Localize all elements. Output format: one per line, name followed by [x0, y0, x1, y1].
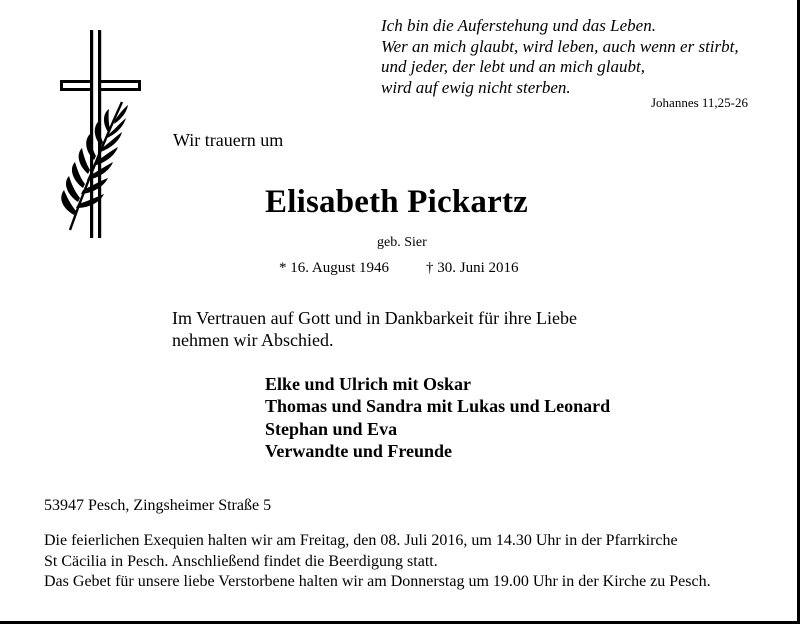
farewell-line: Im Vertrauen auf Gott und in Dankbarkeit für ihre Liebe — [172, 308, 578, 328]
deceased-name: Elisabeth Pickartz — [265, 184, 528, 220]
maiden-name: geb. Sier — [377, 235, 427, 250]
funeral-line: Das Gebet für unsere liebe Verstorbene halten wir am Donnerstag um 19.00 Uhr in der Kirche zu Pesch. — [44, 573, 711, 590]
funeral-details — [44, 531, 711, 593]
quote-line: und jeder, der lebt und an mich glaubt, — [381, 57, 645, 76]
quote-line: Wer an mich glaubt, wird leben, auch wenn er stirbt, — [381, 36, 739, 56]
mourner-entry: Elke und Ulrich mit Oskar — [265, 374, 472, 394]
mourner-entry: Verwandte und Freunde — [265, 440, 453, 461]
bible-quote — [381, 16, 739, 98]
funeral-line: Die feierlichen Exequien halten wir am Freitag, den 08. Juli 2016, um 14.30 Uhr in der Pfarrkirche — [44, 532, 678, 549]
quote-line: wird auf ewig nicht sterben. — [381, 77, 571, 97]
quote-reference: Johannes 11,25-26 — [651, 95, 749, 110]
family-address: 53947 Pesch, Zingsheimer Straße 5 — [44, 497, 272, 514]
intro-text: Wir trauern um — [173, 130, 284, 150]
mourner-entry: Thomas und Sandra mit Lukas und Leonard — [265, 396, 611, 417]
quote-line: Ich bin die Auferstehung und das Leben. — [381, 16, 656, 35]
farewell-line: nehmen wir Abschied. — [172, 330, 334, 350]
mourners-list — [265, 373, 610, 462]
cross-with-palm-branch-icon — [60, 30, 144, 240]
funeral-line: St Cäcilia in Pesch. Anschließend findet die Beerdigung statt. — [44, 552, 438, 570]
death-date: † 30. Juni 2016 — [426, 260, 519, 276]
birth-date: * 16. August 1946 — [279, 260, 390, 276]
mourner-entry: Stephan und Eva — [265, 418, 398, 439]
farewell-text — [172, 307, 577, 351]
